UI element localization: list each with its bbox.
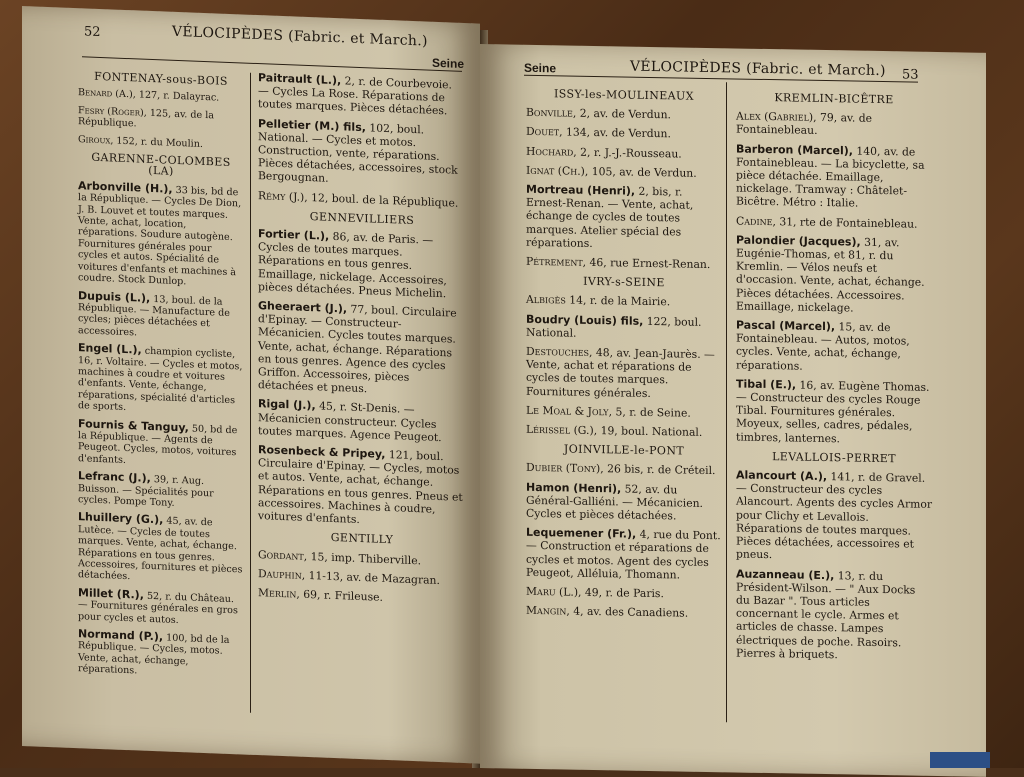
directory-entry <box>78 628 244 681</box>
left-column-1 <box>78 64 244 687</box>
business-details: 50, bd de la République. — Agents de Peugeot. Cycles, motos, voitures d'enfants. <box>78 422 238 466</box>
business-details: 105, av. de Verdun. <box>588 164 697 180</box>
business-details: 2, av. de Verdun. <box>576 106 671 122</box>
business-details: 15, imp. Thiberville. <box>307 549 422 567</box>
business-details: 5, r. de Seine. <box>612 405 691 420</box>
directory-entry <box>526 106 722 123</box>
business-name: Maru (L.), <box>526 584 582 599</box>
directory-entry <box>526 312 722 342</box>
business-details: 52, av. du Général-Galliéni. — Mécanicien. Cycles et pièces détachées. <box>526 482 703 523</box>
left-page <box>22 6 480 764</box>
business-details: 2, bis, r. Ernest-Renan. — Vente, achat, échange de cycles de toutes marques. Atelier spécial des réparations. <box>526 184 694 250</box>
directory-entry <box>78 290 244 343</box>
business-name: Merlin, <box>258 585 300 601</box>
business-name: Boudry (Louis) fils, <box>526 312 644 328</box>
town-heading: IVRY-s-SEINE <box>583 275 665 290</box>
business-details: 12, boul. de la République. <box>307 190 459 210</box>
directory-entry <box>258 548 466 569</box>
business-name: Pascal (Marcel), <box>736 318 836 334</box>
column-divider <box>726 82 727 722</box>
business-name: Millet (R.), <box>78 585 144 602</box>
directory-entry <box>78 418 244 471</box>
business-details: 2, r. de Courbevoie. — Cycles La Rose. Réparations de toutes marques. Pièces détachées. <box>258 74 452 118</box>
town-heading: GENTILLY <box>330 531 394 547</box>
business-details: 45, r. St-Denis. — Mécanicien constructeur. Cycles toutes marques. Agence Peugeot. <box>258 399 442 444</box>
directory-entry <box>78 180 244 290</box>
business-details: 31, rte de Fontainebleau. <box>775 214 918 231</box>
business-name: Tibal (E.), <box>736 377 797 392</box>
directory-entry <box>526 293 722 310</box>
business-name: Le Moal & Joly, <box>526 403 613 419</box>
business-details: 140, av. de Fontainebleau. — La bicyclette, sa pièce détachée. Emaillage, nickelage. Tramway : Châtelet-Bicêtre. Métro : Italie. <box>736 144 925 211</box>
business-name: Rigal (J.), <box>258 397 316 413</box>
directory-entry <box>526 585 722 602</box>
business-name: Rémy (J.), <box>258 188 308 204</box>
town-heading: GENNEVILLIERS <box>309 209 415 227</box>
business-details: 77, boul. Circulaire d'Epinay. — Constructeur-Mécanicien. Cycles toutes marques. Vente, achat, échange. Réparations en tous genres. Agence des cycles Griffon. Accessoires, pièces détachées et pneus. <box>258 302 457 396</box>
business-name: Hamon (Henri), <box>526 480 622 496</box>
business-name: Barberon (Marcel), <box>736 142 853 158</box>
directory-entry <box>258 227 466 301</box>
business-details: 13, boul. de la République. — Manufacture de cycles; pièces détachées et accessoires. <box>78 293 230 339</box>
page-number: 53 <box>902 67 919 83</box>
business-name: Lhuillery (G.), <box>78 510 164 527</box>
business-name: Giroux, <box>78 133 114 147</box>
town-heading: GARENNE-COLOMBES (LA) <box>91 150 231 179</box>
directory-entry <box>736 142 932 211</box>
business-name: Normand (P.), <box>78 627 164 644</box>
directory-entry <box>526 125 722 142</box>
right-column-2 <box>736 84 932 668</box>
business-details: 39, r. Aug. Buisson. — Spécialités pour cycles. Pompe Tony. <box>78 474 214 509</box>
business-name: Engel (L.), <box>78 341 142 357</box>
directory-entry <box>526 604 722 621</box>
business-name: Alex (Gabriel), <box>736 109 817 125</box>
business-name: Mortreau (Henri), <box>526 182 636 198</box>
business-name: Gordant, <box>258 547 308 563</box>
business-details: 102, boul. National. — Cycles et motos. Construction, vente, réparations. Pièces détachées, accessoires, stock Bergougnan. <box>258 120 458 186</box>
business-details: 122, boul. National. <box>526 314 702 340</box>
business-name: Palondier (Jacques), <box>736 233 861 249</box>
business-details: 31, av. Eugénie-Thomas, et 81, r. du Kremlin. — Vélos neufs et d'occasion. Vente, achat, échange. Pièces détachées. Accessoires. Emaillage, nickelage. <box>736 235 925 315</box>
business-details: champion cycliste, 16, r. Voltaire. — Cycles et motos, machines à coudre et voitures d'enfants. Vente, échange, réparations, spécialité d'articles de sports. <box>78 345 243 414</box>
business-name: Gheeraert (J.), <box>258 299 348 316</box>
business-name: Auzanneau (E.), <box>736 566 835 582</box>
directory-entry <box>736 319 932 375</box>
directory-entry <box>526 144 722 161</box>
town-heading: KREMLIN-BICÊTRE <box>774 91 894 107</box>
business-details: 16, av. Eugène Thomas. — Constructeur des cycles Rouge Tibal. Fournitures générales. Moyeux, selles, cadres, pédales, timbres, lanternes. <box>736 378 930 445</box>
business-details: 152, r. du Moulin. <box>113 135 203 150</box>
business-name: Pétrement, <box>526 254 587 269</box>
business-details: 125, av. de la République. <box>78 107 214 130</box>
business-name: Fesry (Roger), <box>78 104 147 119</box>
business-details: 69, r. Frileuse. <box>299 587 383 604</box>
business-details: 45, av. de Lutèce. — Cycles de toutes marques. Vente, achat, échange. Réparations en tous genres. Accessoires, fournitures et pièces détachées. <box>78 515 243 583</box>
running-title: VÉLOCIPÈDES (Fabric. et March.) <box>172 23 428 50</box>
directory-entry <box>526 345 722 401</box>
business-details: 49, r. de Paris. <box>581 585 664 601</box>
column-divider <box>250 73 251 713</box>
business-details: 14, r. de la Mairie. <box>565 293 671 309</box>
directory-entry <box>526 480 722 523</box>
business-details: 86, av. de Paris. — Cycles de toutes marques. Réparations en tous genres. Emaillage, nickelage. Accessoires, pièces détachées. Pneus Michelin. <box>258 229 447 301</box>
business-name: Arbonville (H.), <box>78 178 173 196</box>
directory-entry <box>526 255 722 272</box>
business-name: Cadine, <box>736 214 776 228</box>
left-column-2 <box>258 71 466 613</box>
running-title: VÉLOCIPÈDES (Fabric. et March.) <box>630 58 886 80</box>
business-name: Fournis & Tanguy, <box>78 416 189 434</box>
directory-entry <box>526 164 722 181</box>
directory-entry <box>78 105 244 134</box>
business-name: Paitrault (L.), <box>258 71 342 88</box>
directory-entry <box>258 586 466 607</box>
business-details: 11-13, av. de Mazagran. <box>305 568 440 587</box>
directory-entry <box>736 233 932 316</box>
directory-entry <box>78 342 244 418</box>
business-name: Alancourt (A.), <box>736 468 828 484</box>
business-details: 13, r. du Président-Wilson. — " Aux Docks du Bazar ". Tous articles concernant le cycle. Armes et articles de chasse. Lampes électriques de poche. Rasoirs. Pierres à briquets. <box>736 568 916 661</box>
directory-entry <box>258 443 466 530</box>
directory-entry <box>258 398 466 446</box>
business-details: 26 bis, r. de Créteil. <box>603 462 716 478</box>
business-name: Dauphin, <box>258 566 306 582</box>
directory-entry <box>736 110 932 140</box>
business-details: 46, rue Ernest-Renan. <box>586 255 711 272</box>
business-details: 19, boul. National. <box>597 424 703 439</box>
business-name: Dubier (Tony), <box>526 461 604 476</box>
right-column-1 <box>526 81 722 627</box>
department-label: Seine <box>524 60 557 76</box>
business-details: 121, boul. Circulaire d'Epinay. — Cycles, motos et autos. Vente, achat, échange. Réparations en tous genres. Pneus et accessoires. Machines à coudre, voitures d'enfants. <box>258 448 463 527</box>
business-name: Ignat (Ch.), <box>526 163 589 178</box>
directory-entry <box>526 526 722 582</box>
department-label: Seine <box>432 55 465 71</box>
business-name: Fortier (L.), <box>258 227 330 243</box>
business-name: Lefranc (J.), <box>78 469 151 486</box>
town-heading: JOINVILLE-le-PONT <box>563 442 685 458</box>
business-details: 127, r. Dalayrac. <box>135 89 220 104</box>
business-name: Rosenbeck & Pripey, <box>258 443 386 462</box>
directory-entry <box>78 470 244 512</box>
directory-entry <box>78 512 244 588</box>
business-name: Benard (A.), <box>78 87 136 101</box>
business-details: 4, av. des Canadiens. <box>569 604 689 620</box>
business-details: 15, av. de Fontainebleau. — Autos, motos, cycles. Vente, achat, échange, réparations. <box>736 320 910 373</box>
business-details: 141, r. de Gravel. — Constructeur des cycles Alancourt. Agents des cycles Armor pour Clichy et Levallois. Réparations de toutes marques. Pièces détachées, accessoires et pneus. <box>736 470 933 562</box>
directory-entry <box>736 469 932 565</box>
business-details: 4, rue du Pont. — Construction et réparations de cycles et motos. Agent des cycles Peugeot, Alléluia, Thomann. <box>526 528 721 582</box>
directory-entry <box>526 423 722 440</box>
directory-entry <box>526 183 722 252</box>
page-number: 52 <box>84 24 101 41</box>
business-name: Mangin, <box>526 604 570 618</box>
business-details: 79, av. de Fontainebleau. <box>736 111 873 138</box>
business-details: 48, av. Jean-Jaurès. — Vente, achat et réparations de cycles de toutes marques. Fournitures générales. <box>526 346 715 400</box>
town-heading: ISSY-les-MOULINEAUX <box>554 87 694 103</box>
directory-entry <box>258 189 466 210</box>
directory-entry <box>78 587 244 629</box>
directory-entry <box>78 134 244 152</box>
directory-entry <box>258 567 466 588</box>
directory-entry <box>736 377 932 446</box>
business-name: Dupuis (L.), <box>78 288 151 305</box>
business-name: Bonville, <box>526 106 577 120</box>
right-page <box>480 44 986 777</box>
directory-entry <box>258 299 466 399</box>
business-name: Destouches, <box>526 344 593 360</box>
business-name: Albigès <box>526 293 566 307</box>
directory-entry <box>736 214 932 231</box>
town-heading: LEVALLOIS-PERRET <box>772 449 896 466</box>
business-details: 100, bd de la République. — Cycles, motos. Vente, achat, échange, réparations. <box>78 632 230 677</box>
directory-entry <box>736 567 932 663</box>
business-name: Douet, <box>526 125 563 139</box>
business-name: Hochard, <box>526 144 577 159</box>
business-details: 52, r. du Château. — Fournitures générales en gros pour cycles et autos. <box>78 590 238 626</box>
business-details: 33 bis, bd de la République. — Cycles De Dion, J. B. Louvet et toutes marques. Vente, achat, location, réparations. Soudure autogène. Fournitures générales pour cycles et autos. Spécialité de voitures d'enfants et machines à coudre. Stock Dunlop. <box>78 184 242 288</box>
directory-entry <box>526 404 722 421</box>
directory-entry <box>78 88 244 106</box>
business-name: Lequemener (Fr.), <box>526 526 637 542</box>
business-name: Lérissel (G.), <box>526 422 598 438</box>
book-cover-edge <box>930 752 990 768</box>
business-details: 2, r. J.-J.-Rousseau. <box>576 145 682 161</box>
business-name: Pelletier (M.) fils, <box>258 116 366 134</box>
directory-entry <box>258 71 466 119</box>
directory-entry <box>258 117 466 191</box>
directory-entry <box>526 461 722 478</box>
business-details: 134, av. de Verdun. <box>562 125 671 141</box>
town-heading: FONTENAY-sous-BOIS <box>94 69 228 88</box>
